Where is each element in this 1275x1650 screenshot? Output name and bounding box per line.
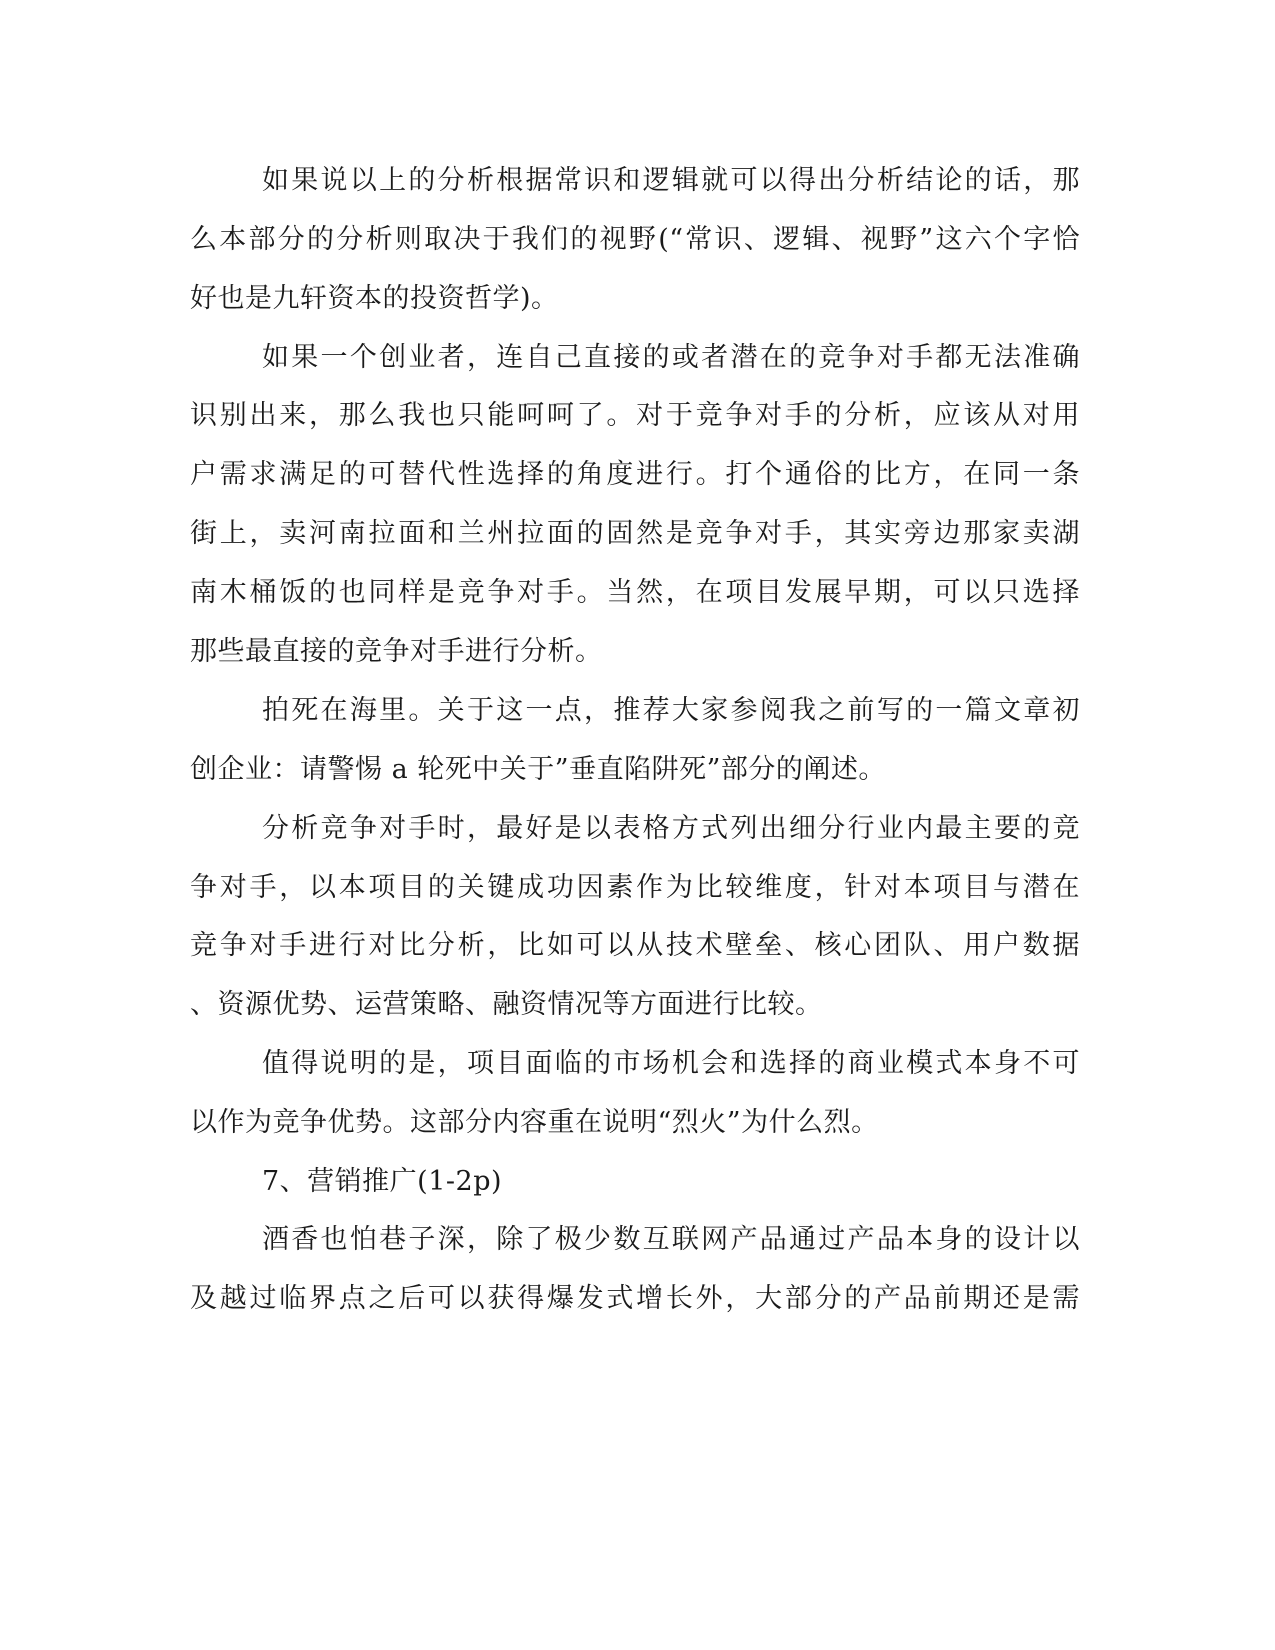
paragraph-line: 南木桶饭的也同样是竞争对手。当然，在项目发展早期，可以只选择 — [190, 577, 1080, 608]
paragraph-line: 、资源优势、运营策略、融资情况等方面进行比较。 — [190, 989, 823, 1020]
paragraph-line: 么本部分的分析则取决于我们的视野(“常识、逻辑、视野”这六个字恰 — [190, 224, 1080, 255]
paragraph-line: 分析竞争对手时，最好是以表格方式列出细分行业内最主要的竞 — [262, 813, 1080, 844]
section-heading: 7、营销推广(1-2p) — [262, 1166, 503, 1197]
paragraph-line: 如果说以上的分析根据常识和逻辑就可以得出分析结论的话，那 — [262, 165, 1080, 196]
paragraph-line: 竞争对手进行对比分析，比如可以从技术壁垒、核心团队、用户数据 — [190, 930, 1080, 961]
paragraph-line: 值得说明的是，项目面临的市场机会和选择的商业模式本身不可 — [262, 1048, 1080, 1079]
paragraph-line: 如果一个创业者，连自己直接的或者潜在的竞争对手都无法准确 — [262, 342, 1080, 373]
paragraph-line: 街上，卖河南拉面和兰州拉面的固然是竞争对手，其实旁边那家卖湖 — [190, 518, 1080, 549]
paragraph-line: 及越过临界点之后可以获得爆发式增长外，大部分的产品前期还是需 — [190, 1283, 1080, 1314]
paragraph-line: 创企业：请警惕 a 轮死中关于”垂直陷阱死”部分的阐述。 — [190, 754, 886, 785]
paragraph-line: 酒香也怕巷子深，除了极少数互联网产品通过产品本身的设计以 — [262, 1224, 1080, 1255]
paragraph-line: 那些最直接的竞争对手进行分析。 — [190, 636, 603, 667]
paragraph-line: 户需求满足的可替代性选择的角度进行。打个通俗的比方，在同一条 — [190, 459, 1080, 490]
paragraph-line: 争对手，以本项目的关键成功因素作为比较维度，针对本项目与潜在 — [190, 872, 1080, 903]
paragraph-line: 识别出来，那么我也只能呵呵了。对于竞争对手的分析，应该从对用 — [190, 400, 1080, 431]
paragraph-line: 拍死在海里。关于这一点，推荐大家参阅我之前写的一篇文章初 — [262, 695, 1080, 726]
paragraph-line: 以作为竞争优势。这部分内容重在说明“烈火”为什么烈。 — [190, 1107, 879, 1138]
paragraph-line: 好也是九轩资本的投资哲学)。 — [190, 283, 559, 314]
